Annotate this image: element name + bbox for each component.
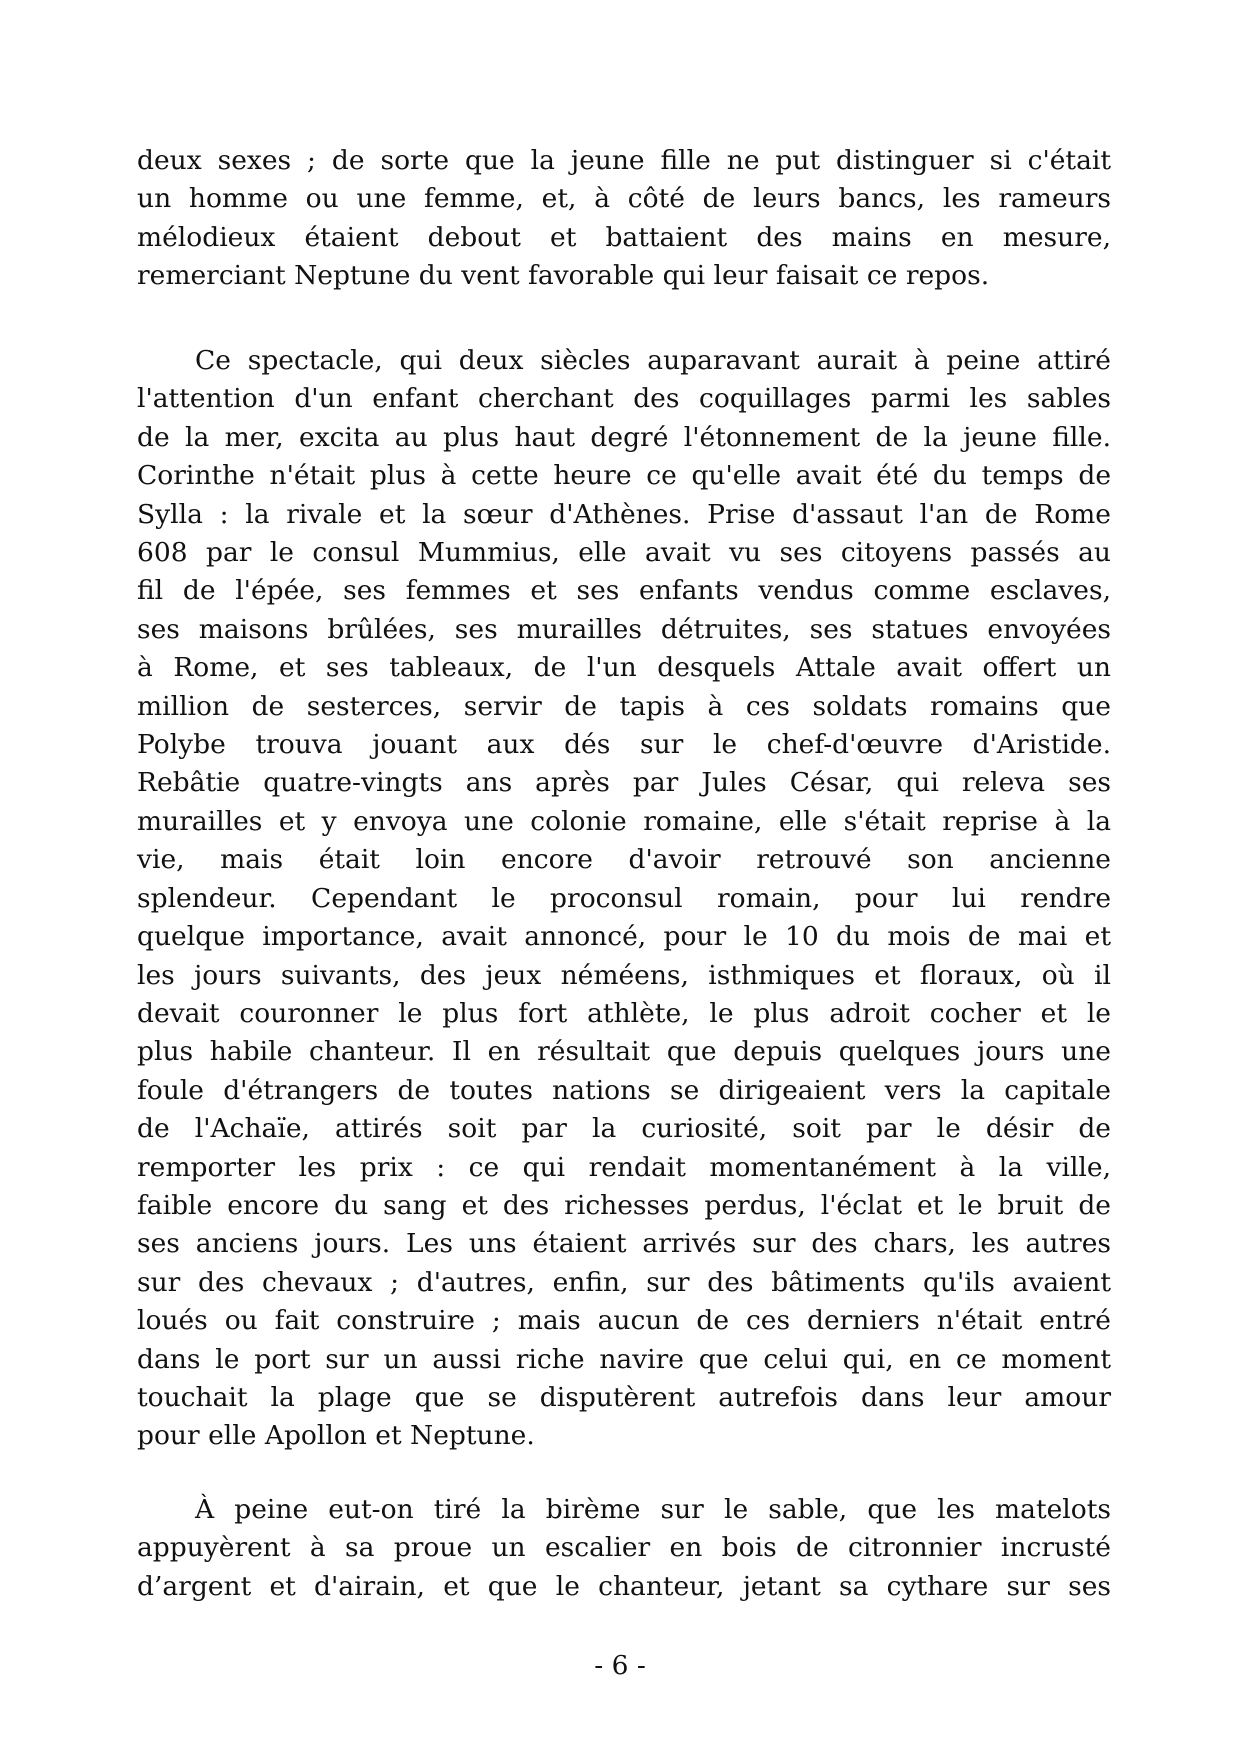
text-line: faible encore du sang et des richesses perdus, l'éclat et le bruit de xyxy=(137,1189,1111,1221)
text-line: deux sexes ; de sorte que la jeune fille ne put distinguer si c'était xyxy=(137,145,1111,176)
paragraph-3 xyxy=(137,1491,1111,1606)
text-line: Corinthe n'était plus à cette heure ce qu'elle avait été du temps de xyxy=(137,460,1111,492)
text-line: les jours suivants, des jeux néméens, isthmiques et floraux, où il xyxy=(137,959,1111,991)
text-line: million de sesterces, servir de tapis à ces soldats romains que xyxy=(137,690,1111,722)
text-line: foule d'étrangers de toutes nations se dirigeaient vers la capitale xyxy=(137,1074,1111,1106)
text-line: quelque importance, avait annoncé, pour le 10 du mois de mai et xyxy=(137,921,1111,953)
text-line: de l'Achaïe, attirés soit par la curiosité, soit par le désir de xyxy=(137,1113,1111,1145)
text-line: sur des chevaux ; d'autres, enfin, sur des bâtiments qu'ils avaient xyxy=(137,1266,1111,1298)
text-line: murailles et y envoya une colonie romaine, elle s'était reprise à la xyxy=(137,805,1111,837)
text-line: mélodieux étaient debout et battaient des mains en mesure, xyxy=(137,221,1111,253)
text-line: Ce spectacle, qui deux siècles auparavant aurait à peine attiré xyxy=(195,345,1111,376)
text-line: appuyèrent à sa proue un escalier en bois de citronnier incrusté xyxy=(137,1532,1111,1564)
text-line: ses anciens jours. Les uns étaient arrivés sur des chars, les autres xyxy=(137,1228,1111,1260)
text-line: 608 par le consul Mummius, elle avait vu ses citoyens passés au xyxy=(137,537,1111,569)
text-line: plus habile chanteur. Il en résultait que depuis quelques jours une xyxy=(137,1036,1111,1068)
text-line: À peine eut-on tiré la birème sur le sable, que les matelots xyxy=(195,1494,1111,1525)
text-line: loués ou fait construire ; mais aucun de ces derniers n'était entré xyxy=(137,1305,1111,1337)
page-number: - 6 - xyxy=(594,1650,646,1681)
text-line: Polybe trouva jouant aux dés sur le chef-d'œuvre d'Aristide. xyxy=(137,729,1111,761)
text-line: l'attention d'un enfant cherchant des coquillages parmi les sables xyxy=(137,383,1111,415)
text-line: splendeur. Cependant le proconsul romain, pour lui rendre xyxy=(137,882,1111,914)
text-line: d’argent et d'airain, et que le chanteur, jetant sa cythare sur ses xyxy=(137,1570,1111,1602)
text-line: pour elle Apollon et Neptune. xyxy=(137,1420,535,1452)
text-line: vie, mais était loin encore d'avoir retrouvé son ancienne xyxy=(137,844,1111,876)
text-line: ses maisons brûlées, ses murailles détruites, ses statues envoyées xyxy=(137,613,1111,645)
text-line: dans le port sur un aussi riche navire que celui qui, en ce moment xyxy=(137,1343,1111,1375)
text-line: devait couronner le plus fort athlète, le plus adroit cocher et le xyxy=(137,997,1111,1029)
text-line: touchait la plage que se disputèrent autrefois dans leur amour xyxy=(137,1381,1111,1413)
text-line: Sylla : la rivale et la sœur d'Athènes. Prise d'assaut l'an de Rome xyxy=(137,498,1111,530)
paragraph-1 xyxy=(137,142,1111,296)
text-line: un homme ou une femme, et, à côté de leurs bancs, les rameurs xyxy=(137,183,1111,215)
text-line: de la mer, excita au plus haut degré l'étonnement de la jeune fille. xyxy=(137,421,1111,453)
text-line: Rebâtie quatre-vingts ans après par Jules César, qui releva ses xyxy=(137,767,1111,799)
text-line: remporter les prix : ce qui rendait momentanément à la ville, xyxy=(137,1151,1111,1183)
text-line: à Rome, et ses tableaux, de l'un desquels Attale avait offert un xyxy=(137,652,1111,684)
text-line: remerciant Neptune du vent favorable qui leur faisait ce repos. xyxy=(137,260,990,292)
text-line: fil de l'épée, ses femmes et ses enfants vendus comme esclaves, xyxy=(137,575,1111,607)
paragraph-2 xyxy=(137,342,1111,1456)
